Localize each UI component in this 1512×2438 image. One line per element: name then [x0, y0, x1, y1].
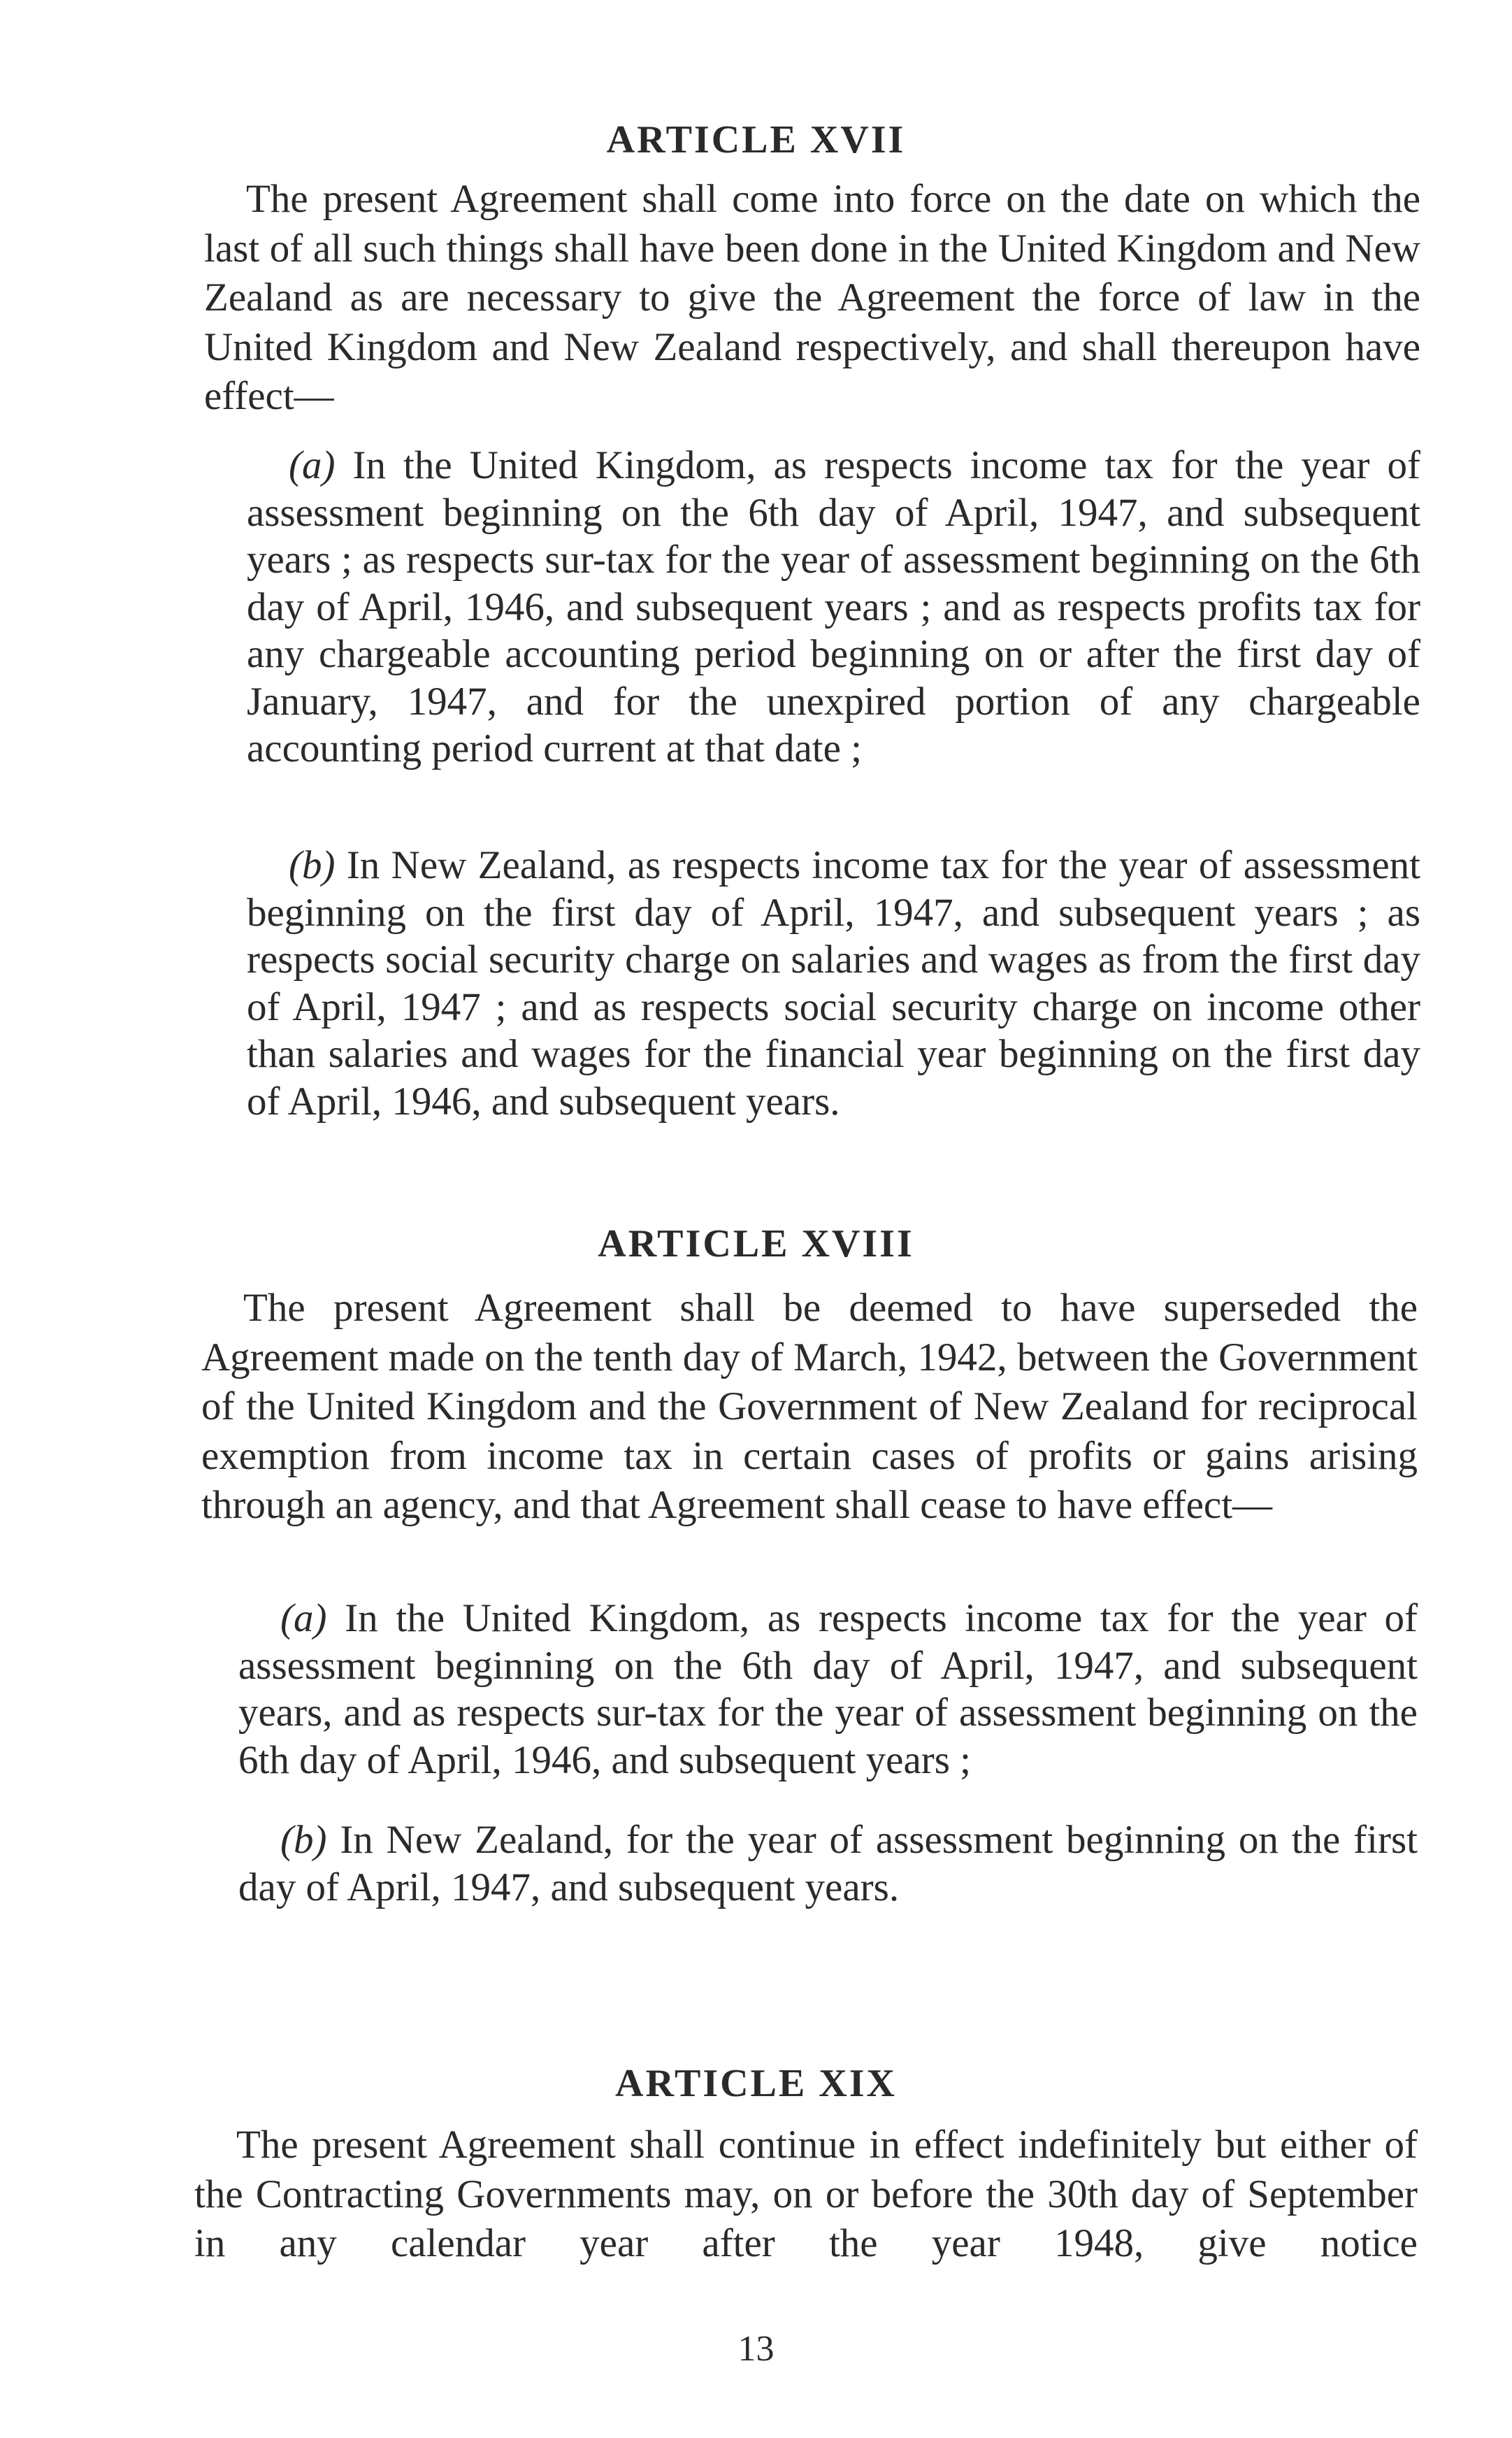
article-18-item-a	[238, 1595, 1418, 1784]
article-17-item-a-label: (a)	[289, 443, 336, 487]
article-19-intro: The present Agreement shall continue in effect indefinitely but either of the Contracting Governments may, on or before the 30th day of September in any calendar year after the year 1948, give notice	[194, 2123, 1418, 2265]
article-17-heading: ARTICLE XVII	[606, 118, 906, 162]
article-17-intro: The present Agreement shall come into force on the date on which the last of all such things shall have been done in the United Kingdom and New Zealand as are necessary to give the Agreement the force of law in the United Kingdom and New Zealand respectively, and shall thereupon have effect—	[204, 177, 1420, 418]
article-18-intro: The present Agreement shall be deemed to have superseded the Agreement made on the tenth day of March, 1942, between the Government of the United Kingdom and the Government of New Zealand for reciprocal exemption from income tax in certain cases of profits or gains arising through an agency, and that Agreement shall cease to have effect—	[201, 1286, 1418, 1527]
article-17-item-a	[247, 442, 1420, 773]
article-18-item-a-label: (a)	[280, 1596, 327, 1640]
article-19-heading: ARTICLE XIX	[615, 2062, 897, 2105]
article-17-item-b-text: In New Zealand, as respects income tax for the year of assessment beginning on the first day of April, 1947, and subsequent years ; as respects social security charge on salaries and wages as from the first day of April, 1947 ; and as respects social security charge on income other than salaries and wages for the financial year beginning on the first day of April, 1946, and subsequent years.	[247, 843, 1421, 1124]
article-17-item-a-text: In the United Kingdom, as respects income tax for the year of assessment beginning on the 6th day of April, 1947, and subsequent years ; as respects sur-tax for the year of assessment beginning on the 6th day of April, 1946, and subsequent years ; and as respects profits tax for any chargeable accounting period beginning on or after the first day of January, 1947, and for the unexpired portion of any chargeable accounting period current at that date ;	[247, 443, 1420, 770]
article-18-heading: ARTICLE XVIII	[598, 1222, 914, 1265]
article-18-item-b-text: In New Zealand, for the year of assessment beginning on the first day of April, 1947, and subsequent years.	[238, 1818, 1418, 1909]
article-18-item-a-text: In the United Kingdom, as respects income tax for the year of assessment beginning on the 6th day of April, 1947, and subsequent years, and as respects sur-tax for the year of assessment beginning on the 6th day of April, 1946, and subsequent years ;	[238, 1596, 1418, 1782]
article-17-item-b-label: (b)	[289, 843, 336, 887]
article-17-item-b	[247, 842, 1420, 1125]
article-18-item-b-label: (b)	[280, 1818, 327, 1862]
article-18-item-b	[238, 1816, 1418, 1911]
page-number: 13	[737, 2329, 775, 2369]
